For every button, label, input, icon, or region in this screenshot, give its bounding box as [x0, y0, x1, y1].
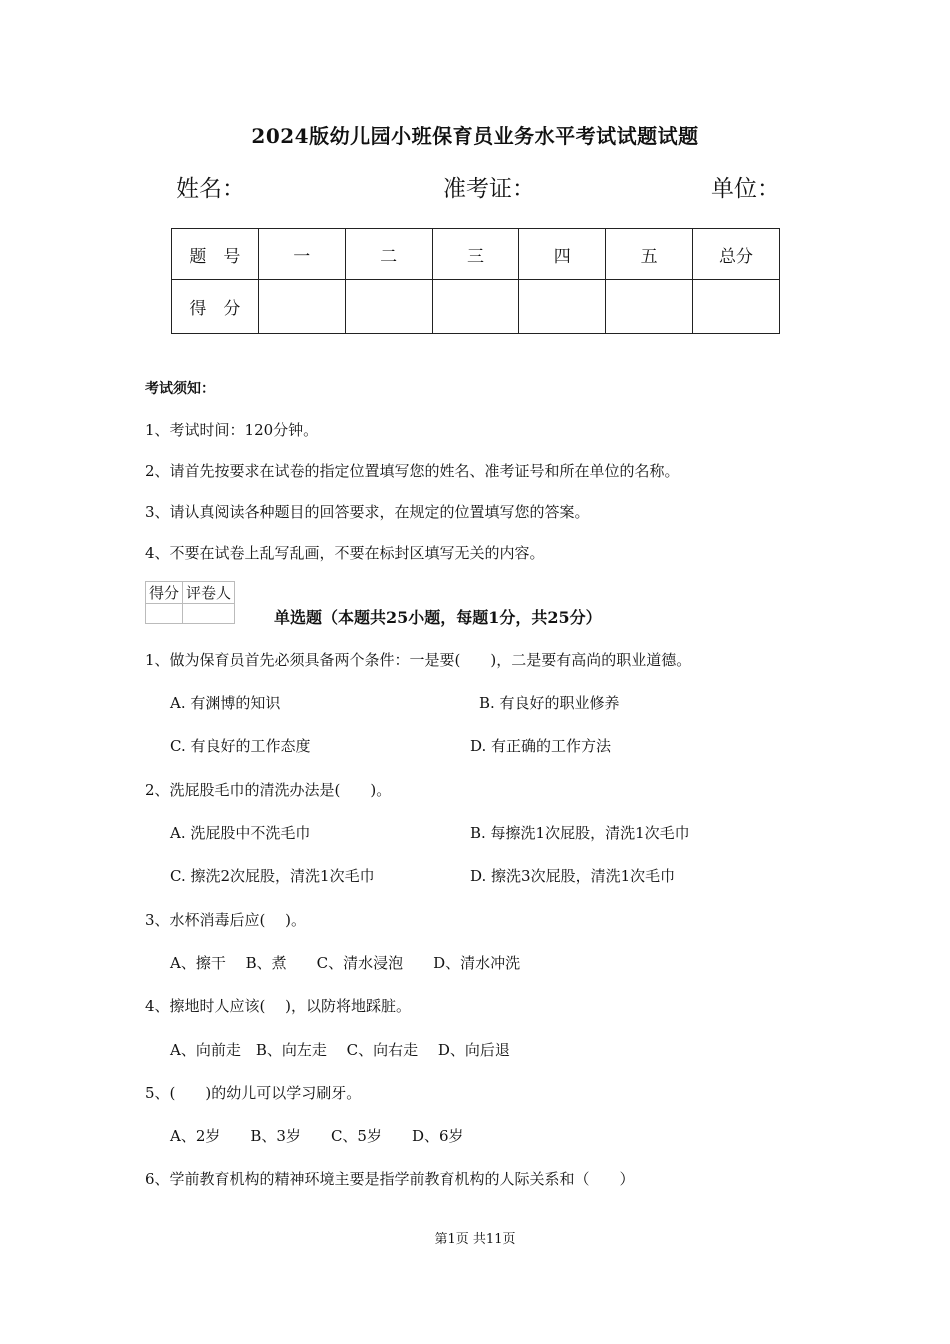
grader-score-label: 得分 [146, 582, 183, 604]
score-cell [519, 280, 606, 334]
question-option: B. 每擦洗1次屁股，清洗1次毛巾 [470, 824, 690, 842]
name-field-label: 姓名： [176, 176, 245, 202]
question-option: A. 有渊博的知识 [170, 694, 281, 712]
notice-item: 3、请认真阅读各种题目的回答要求，在规定的位置填写您的答案。 [145, 503, 590, 521]
score-table-header-cell: 一 [258, 229, 345, 280]
question-option: A. 洗屁股中不洗毛巾 [170, 824, 311, 842]
question-stem: 3、水杯消毒后应( )。 [145, 911, 307, 929]
score-table-header-cell: 四 [519, 229, 606, 280]
question-options-line: A、擦干 B、煮 C、清水浸泡 D、清水冲洗 [170, 954, 521, 972]
grader-score-cell [146, 604, 183, 624]
grader-reviewer-cell [183, 604, 235, 624]
notice-item: 2、请首先按要求在试卷的指定位置填写您的姓名、准考证号和所在单位的名称。 [145, 462, 680, 480]
score-table-header-cell: 五 [606, 229, 693, 280]
score-table-score-row [172, 280, 780, 334]
question-option: D. 有正确的工作方法 [470, 737, 612, 755]
grader-box [145, 581, 235, 624]
question-option: C. 有良好的工作态度 [170, 737, 311, 755]
score-cell [345, 280, 432, 334]
question-stem: 6、学前教育机构的精神环境主要是指学前教育机构的人际关系和（ ） [145, 1170, 635, 1188]
question-option: C. 擦洗2次屁股，清洗1次毛巾 [170, 867, 375, 885]
page-footer: 第1页 共11页 [434, 1232, 516, 1247]
score-table-header-row [172, 229, 780, 280]
question-options-line: A、2岁 B、3岁 C、5岁 D、6岁 [170, 1127, 464, 1145]
score-cell [432, 280, 519, 334]
score-cell [693, 280, 780, 334]
section-title: 单选题（本题共25小题，每题1分，共25分） [274, 608, 602, 627]
question-option: D. 擦洗3次屁股，清洗1次毛巾 [470, 867, 676, 885]
score-row-label: 得 分 [172, 280, 259, 334]
score-table-header-cell: 二 [345, 229, 432, 280]
score-table [171, 228, 780, 334]
grader-reviewer-label: 评卷人 [183, 582, 235, 604]
question-stem: 2、洗屁股毛巾的清洗办法是( )。 [145, 781, 392, 799]
score-cell [606, 280, 693, 334]
score-table-header-cell: 题 号 [172, 229, 259, 280]
score-table-header-cell: 三 [432, 229, 519, 280]
notice-item: 4、不要在试卷上乱写乱画，不要在标封区填写无关的内容。 [145, 544, 545, 562]
unit-field-label: 单位： [711, 176, 780, 202]
notice-item: 1、考试时间：120分钟。 [145, 421, 319, 439]
question-stem: 5、( )的幼儿可以学习刷牙。 [145, 1084, 362, 1102]
score-table-header-cell: 总分 [693, 229, 780, 280]
exam-title: 2024版幼儿园小班保育员业务水平考试试题试题 [251, 124, 699, 148]
notice-heading: 考试须知： [145, 381, 215, 397]
question-stem: 4、擦地时人应该( )，以防将地踩脏。 [145, 997, 412, 1015]
question-options-line: A、向前走 B、向左走 C、向右走 D、向后退 [170, 1041, 510, 1059]
score-cell [258, 280, 345, 334]
question-option: B. 有良好的职业修养 [479, 694, 620, 712]
exam-number-field-label: 准考证： [443, 176, 535, 202]
question-stem: 1、做为保育员首先必须具备两个条件：一是要( )，二是要有高尚的职业道德。 [145, 651, 692, 669]
